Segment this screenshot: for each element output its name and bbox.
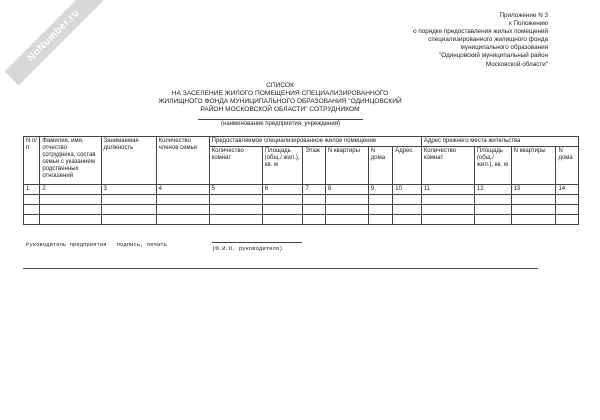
column-number: 2 (40, 185, 101, 195)
appendix-line: к Положению (508, 20, 548, 28)
signature-line (212, 242, 302, 243)
title-line: ЖИЛИЩНОГО ФОНДА МУНИЦИПАЛЬНОГО ОБРАЗОВАНИЯ "ОДИНЦОВСКИЙ (158, 98, 402, 105)
column-number: 7 (303, 185, 325, 195)
document-title (130, 82, 430, 114)
appendix-header (348, 12, 548, 69)
appendix-line: "Одинцовский муниципальный район (439, 52, 548, 60)
header-cell: Этаж (303, 147, 325, 185)
column-number: 3 (101, 185, 156, 195)
column-number: 9 (368, 185, 392, 195)
appendix-line: муниципального образования (460, 44, 548, 52)
enterprise-line (198, 119, 363, 120)
title-line: НА ЗАСЕЛЕНИЕ ЖИЛОГО ПОМЕЩЕНИЯ СПЕЦИАЛИЗИРОВАННОГО (171, 90, 389, 97)
appendix-line: Приложение N 3 (499, 12, 548, 19)
column-number: 5 (209, 185, 262, 195)
header-cell: Количество комнат (209, 147, 262, 185)
signature-caption: Руководитель предприятия подпись, печать (26, 241, 167, 248)
header-cell: Занимаемая должность (101, 137, 156, 185)
header-cell: Предоставляемое специализированное жилое помещение (209, 137, 421, 147)
header-cell: Адрес прежнего места жительства (421, 137, 578, 147)
title-line: РАЙОН МОСКОВСКОЙ ОБЛАСТИ" СОТРУДНИКОМ (200, 106, 360, 113)
header-cell: N квартиры (511, 147, 556, 185)
header-cell: N дома (368, 147, 392, 185)
watermark: NoNumber.ru (5, 0, 104, 85)
header-cell: Количество членов семьи (156, 137, 209, 185)
column-number: 8 (325, 185, 368, 195)
header-cell: Адрес (393, 147, 422, 185)
column-number: 6 (262, 185, 303, 195)
appendix-line: Московской области" (485, 60, 548, 68)
table-row (24, 195, 579, 205)
signature-name-label: (Ф.И.О. руководителя) (212, 245, 283, 252)
bottom-divider (23, 268, 538, 269)
column-number-row (24, 185, 579, 195)
column-number: 10 (393, 185, 422, 195)
column-number: 4 (156, 185, 209, 195)
column-number: 14 (556, 185, 579, 195)
header-cell: N квартиры (325, 147, 368, 185)
column-number: 12 (474, 185, 511, 195)
table-row (24, 215, 579, 225)
table-row (24, 205, 579, 215)
header-cell: N дома (556, 147, 579, 185)
header-cell: Фамилия, имя, отчество сотрудника, состав семьи с указанием родственных отношений (40, 137, 101, 185)
appendix-line: о порядке предоставления жилых помещений (413, 28, 548, 36)
header-cell: Площадь (общ./ жил.), кв. м (474, 147, 511, 185)
table-header-row (24, 137, 579, 147)
main-table (23, 136, 579, 225)
column-number: 13 (511, 185, 556, 195)
appendix-line: специализированного жилищного фонда (428, 36, 548, 44)
header-cell: N п/п (24, 137, 40, 185)
column-number: 1 (24, 185, 40, 195)
column-number: 11 (421, 185, 474, 195)
enterprise-label: (наименование предприятия, учреждения) (221, 121, 340, 127)
header-cell: Количество комнат (421, 147, 474, 185)
title-line: СПИСОК (266, 82, 294, 89)
header-cell: Площадь (общ./ жил.), кв. м (262, 147, 303, 185)
